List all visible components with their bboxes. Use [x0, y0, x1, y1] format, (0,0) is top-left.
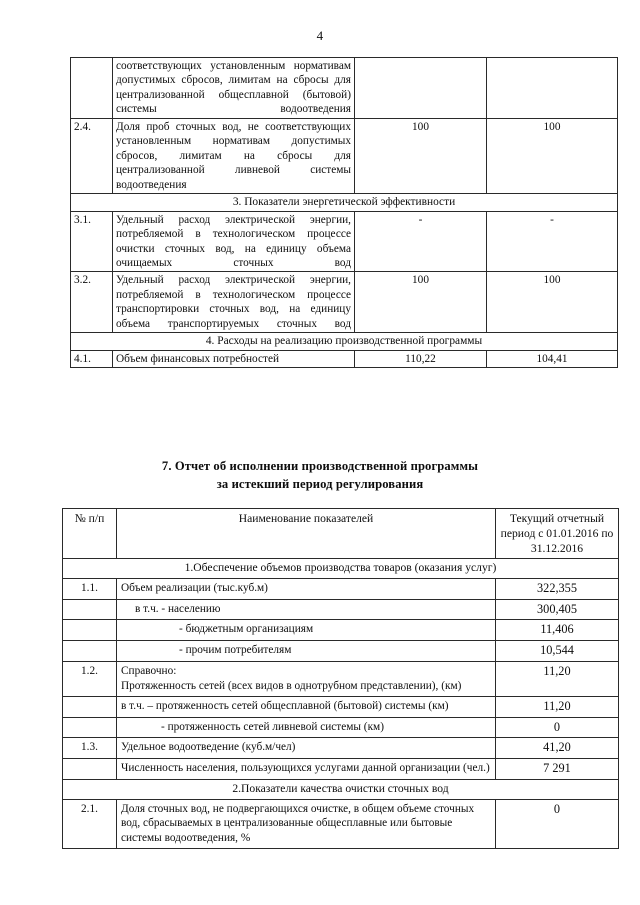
- table-row: [63, 758, 619, 779]
- table-row: [71, 350, 618, 367]
- section-title: 4. Расходы на реализацию производственной программы: [71, 333, 618, 351]
- table-section-header-volumes: [63, 559, 619, 579]
- table-row: [63, 599, 619, 620]
- row-name-cell: в т.ч. – протяженность сетей общесплавной (бытовой) системы (км): [117, 696, 496, 717]
- row-name-cell: соответствующих установленным нормативам допустимых сбросов, лимитам на сбросы для централизованной общесплавной (бытовой) системы водоотведения: [113, 58, 355, 119]
- table-section-header-energy: [71, 194, 618, 212]
- row-value-cell: 11,406: [496, 620, 619, 641]
- column-header-indicator-name: Наименование показателей: [117, 509, 496, 559]
- row-number-cell: [63, 641, 117, 662]
- row-number-cell: 4.1.: [71, 350, 113, 367]
- row-value-cell: 322,355: [496, 579, 619, 600]
- row-value-plan-cell: 110,22: [355, 350, 487, 367]
- row-value-cell: 0: [496, 717, 619, 738]
- row-name-cell: - протяженность сетей ливневой системы (км): [117, 717, 496, 738]
- row-value-cell: 7 291: [496, 758, 619, 779]
- table-header-row: [63, 509, 619, 559]
- row-name-cell: Объем реализации (тыс.куб.м): [117, 579, 496, 600]
- table-row: [63, 738, 619, 759]
- table-row: [71, 272, 618, 333]
- table-section-header-quality: [63, 779, 619, 799]
- row-value-cell: 11,20: [496, 661, 619, 696]
- row-value-fact-cell: 104,41: [487, 350, 618, 367]
- row-number-cell: [63, 758, 117, 779]
- table-row: [63, 799, 619, 849]
- row-name-cell: Объем финансовых потребностей: [113, 350, 355, 367]
- row-number-cell: [63, 620, 117, 641]
- row-number-cell: 2.1.: [63, 799, 117, 849]
- row-number-cell: 1.3.: [63, 738, 117, 759]
- row-name-cell: Удельный расход электрической энергии, потребляемой в технологическом процессе транспортировки сточных вод, на единицу объема транспортируемых сточных вод: [113, 272, 355, 333]
- section-title: 2.Показатели качества очистки сточных вод: [63, 779, 619, 799]
- table-row: [71, 58, 618, 119]
- report-table-wrap: [62, 508, 614, 849]
- row-value-cell: 11,20: [496, 696, 619, 717]
- row-name-cell: Удельный расход электрической энергии, потребляемой в технологическом процессе очистки сточных вод, на единицу объема очищаемых сточных вод: [113, 211, 355, 272]
- table-row: [71, 211, 618, 272]
- row-value-cell: 300,405: [496, 599, 619, 620]
- row-number-cell: [71, 58, 113, 119]
- row-value-plan-cell: 100: [355, 118, 487, 193]
- row-name-cell: Численность населения, пользующихся услугами данной организации (чел.): [117, 758, 496, 779]
- row-value-fact-cell: 100: [487, 118, 618, 193]
- row-name-cell: в т.ч. - населению: [117, 599, 496, 620]
- row-name-cell: Доля проб сточных вод, не соответствующих установленным нормативам допустимых сбросов, лимитам на сбросы для централизованной ливневой системы водоотведения: [113, 118, 355, 193]
- table-program-execution-report: [62, 508, 619, 849]
- section-heading-7-line1: 7. Отчет об исполнении производственной программы: [161, 459, 479, 473]
- table-row: [63, 579, 619, 600]
- table-row: [63, 620, 619, 641]
- row-name-cell: Удельное водоотведение (куб.м/чел): [117, 738, 496, 759]
- row-name-cell: - бюджетным организациям: [117, 620, 496, 641]
- table-row: [63, 661, 619, 696]
- section-heading-7: [0, 458, 640, 494]
- row-value-cell: 0: [496, 799, 619, 849]
- column-header-current-period: Текущий отчетный период с 01.01.2016 по 31.12.2016: [496, 509, 619, 559]
- table-row: [63, 641, 619, 662]
- row-value-fact-cell: 100: [487, 272, 618, 333]
- row-name-cell: Доля сточных вод, не подвергающихся очистке, в общем объеме сточных вод, сбрасываемых в централизованные общесплавные или бытовые системы водоотведения, %: [117, 799, 496, 849]
- table-row: [63, 717, 619, 738]
- row-value-cell: 10,544: [496, 641, 619, 662]
- row-number-cell: [63, 599, 117, 620]
- section-title: 1.Обеспечение объемов производства товаров (оказания услуг): [63, 559, 619, 579]
- column-header-number: № п/п: [63, 509, 117, 559]
- table-row: [63, 696, 619, 717]
- row-value-cell: 41,20: [496, 738, 619, 759]
- row-number-cell: [63, 696, 117, 717]
- section-heading-7-line2: за истекший период регулирования: [216, 476, 424, 491]
- row-number-cell: 1.2.: [63, 661, 117, 696]
- table-row: [71, 118, 618, 193]
- row-number-cell: 3.1.: [71, 211, 113, 272]
- row-name-cell: - прочим потребителям: [117, 641, 496, 662]
- section-title: 3. Показатели энергетической эффективности: [71, 194, 618, 212]
- table-production-program-indicators: [70, 57, 618, 368]
- row-name-cell: Справочно: Протяженность сетей (всех видов в однотрубном представлении), (км): [117, 661, 496, 696]
- table-section-header-costs: [71, 333, 618, 351]
- row-number-cell: 2.4.: [71, 118, 113, 193]
- page-number: 4: [316, 28, 324, 43]
- row-value-plan-cell: [355, 58, 487, 119]
- row-number-cell: [63, 717, 117, 738]
- row-number-cell: 1.1.: [63, 579, 117, 600]
- row-value-fact-cell: [487, 58, 618, 119]
- row-value-fact-cell: -: [487, 211, 618, 272]
- indicators-table-continuation: [70, 57, 591, 368]
- row-value-plan-cell: -: [355, 211, 487, 272]
- row-value-plan-cell: 100: [355, 272, 487, 333]
- row-number-cell: 3.2.: [71, 272, 113, 333]
